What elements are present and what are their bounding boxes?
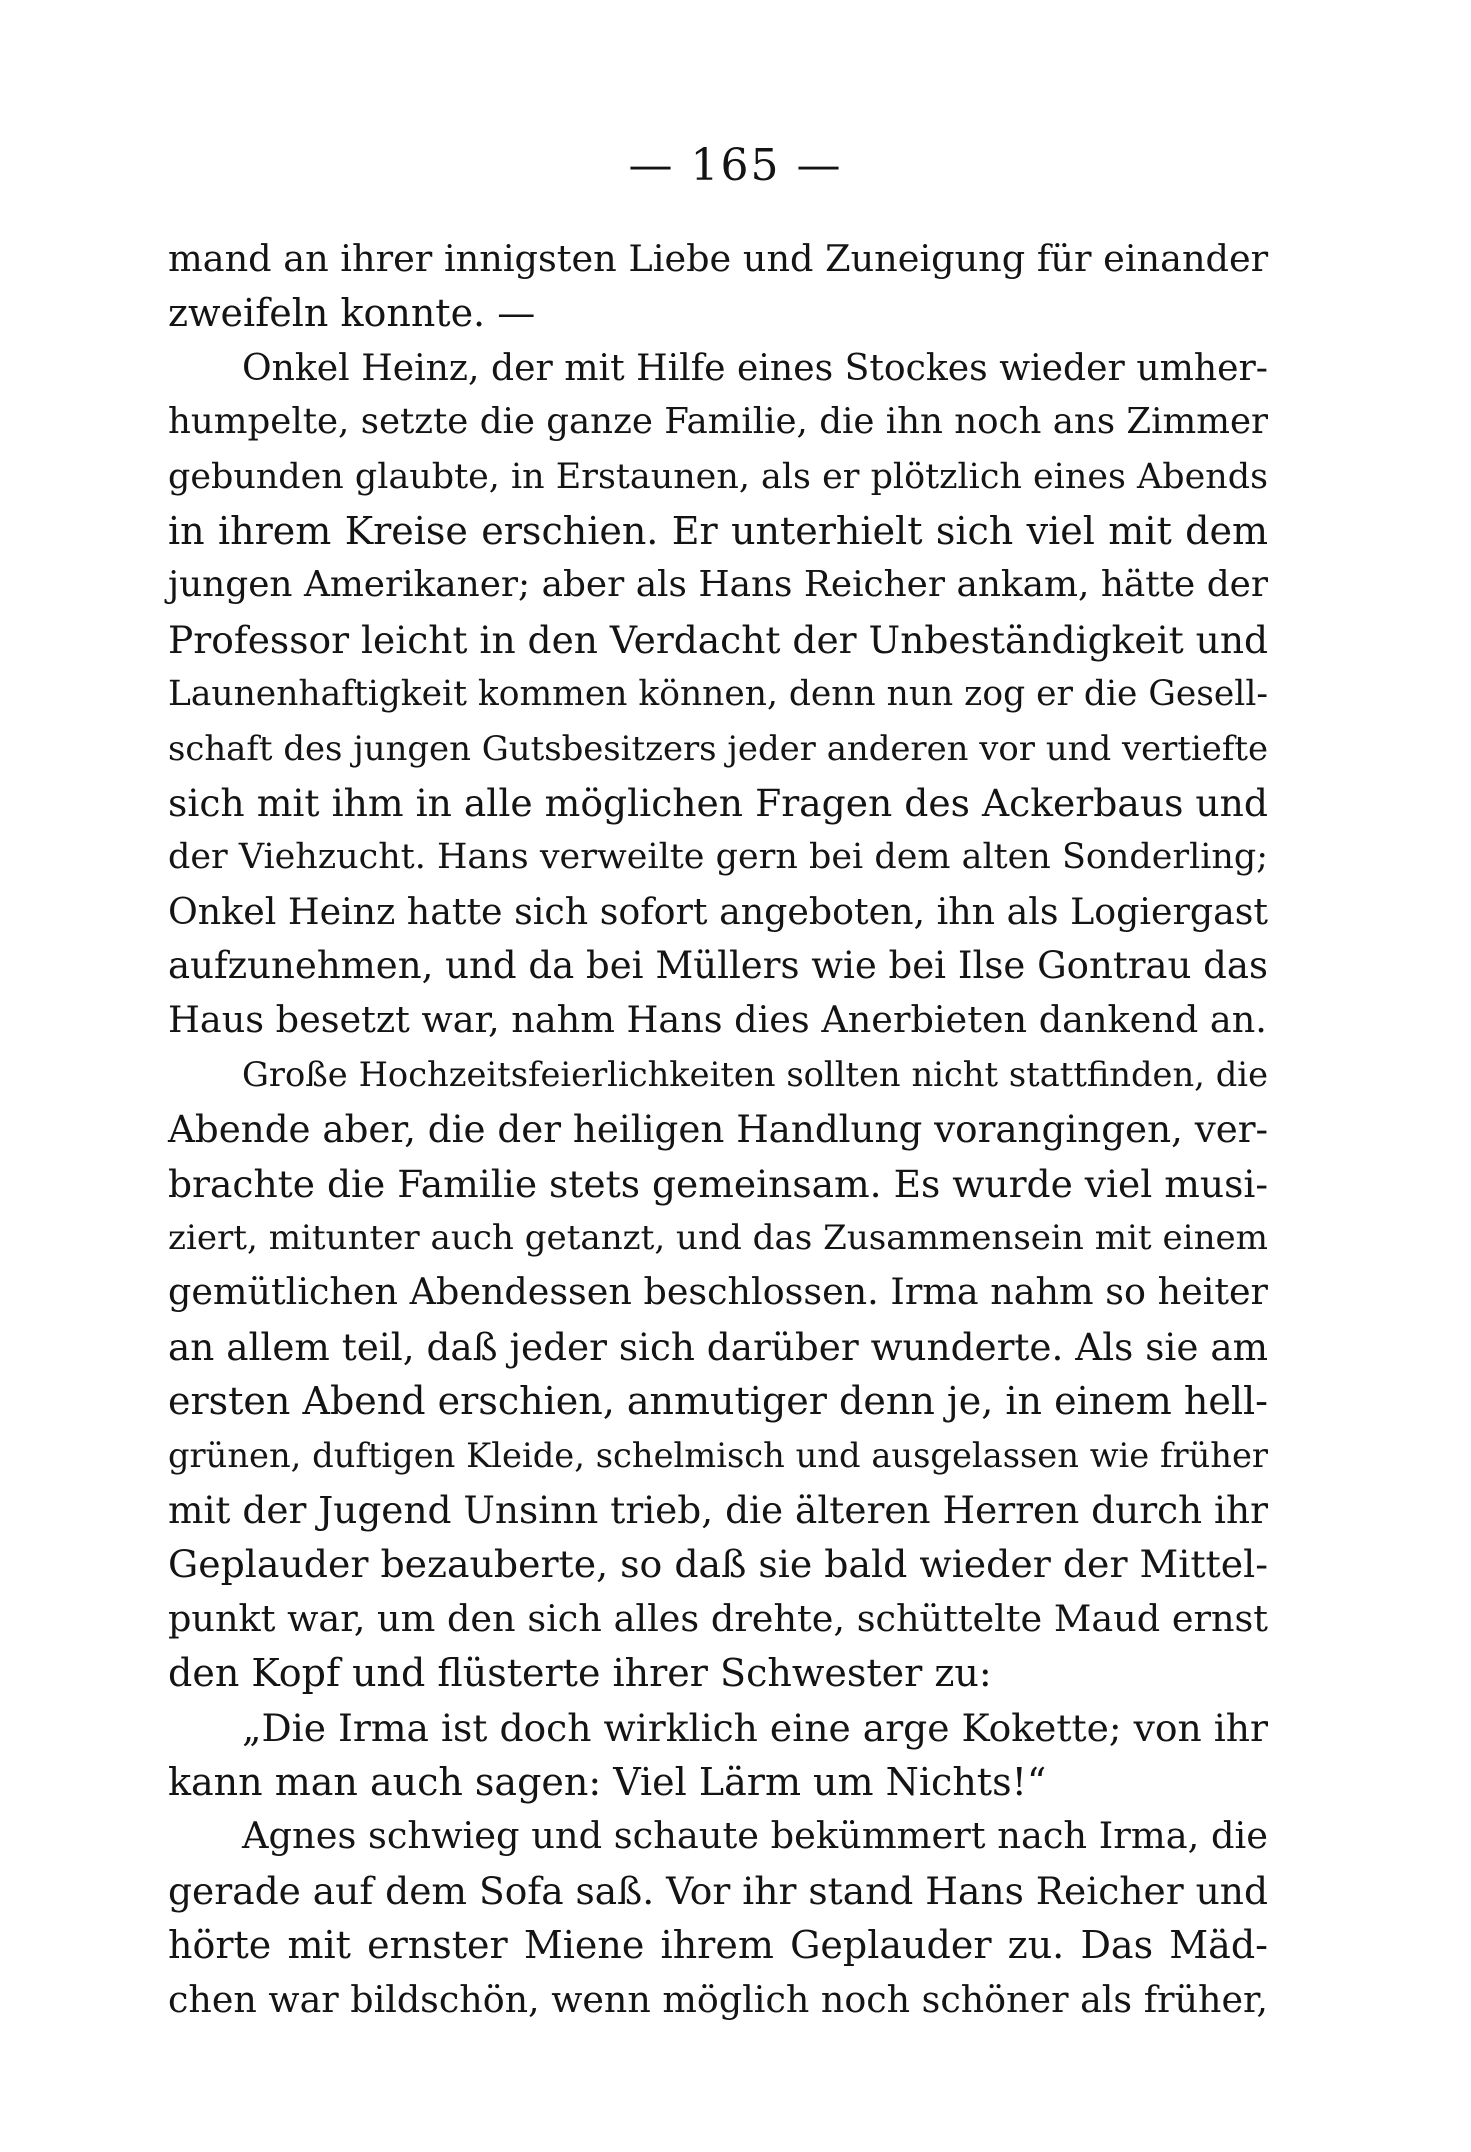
text-line: grünen, duftigen Kleide, schelmisch und ausgelassen wie früher	[168, 1435, 1268, 1475]
text-line: der Viehzucht. Hans verweilte gern bei dem alten Sonderling;	[168, 837, 1268, 878]
page-number: — 165 —	[628, 140, 843, 191]
text-line: schaft des jungen Gutsbesitzers jeder anderen vor und vertiefte	[168, 728, 1268, 768]
text-line: mit der Jugend Unsinn trieb, die älteren Herren durch ihr	[168, 1487, 1268, 1532]
text-line: gebunden glaubte, in Erstaunen, als er plötzlich eines Abends	[168, 456, 1268, 497]
text-line: Launenhaftigkeit kommen können, denn nun zog er die Gesell-	[168, 674, 1268, 715]
body-text	[168, 232, 1268, 2027]
text-line: aufzunehmen, und da bei Müllers wie bei Ilse Gontrau das	[168, 944, 1268, 988]
text-line: an allem teil, daß jeder sich darüber wunderte. Als sie am	[168, 1324, 1268, 1369]
text-line: Abende aber, die der heiligen Handlung vorangingen, ver-	[168, 1107, 1269, 1152]
text-line: sich mit ihm in alle möglichen Fragen des Ackerbaus und	[168, 780, 1268, 825]
text-line: Professor leicht in den Verdacht der Unbeständigkeit und	[168, 617, 1269, 662]
text-line: „Die Irma ist doch wirklich eine arge Kokette; von ihr	[242, 1705, 1268, 1750]
text-line: mand an ihrer innigsten Liebe und Zuneigung für einander	[168, 237, 1269, 280]
text-line: brachte die Familie stets gemeinsam. Es wurde viel musi-	[168, 1161, 1269, 1206]
text-line: in ihrem Kreise erschien. Er unterhielt sich viel mit dem	[168, 508, 1268, 553]
text-line: humpelte, setzte die ganze Familie, die ihn noch ans Zimmer	[168, 401, 1268, 443]
text-line: chen war bildschön, wenn möglich noch schöner als früher,	[168, 1977, 1268, 2021]
text-line: ziert, mitunter auch getanzt, und das Zusammensein mit einem	[168, 1218, 1268, 1259]
text-line: den Kopf und flüsterte ihrer Schwester zu:	[168, 1651, 992, 1696]
text-line: Onkel Heinz hatte sich sofort angeboten, ihn als Logiergast	[168, 889, 1268, 933]
text-line: punkt war, um den sich alles drehte, schüttelte Maud ernst	[168, 1596, 1268, 1640]
text-line: hörte mit ernster Miene ihrem Geplauder zu. Das Mäd-	[168, 1923, 1268, 1968]
text-line: jungen Amerikaner; aber als Hans Reicher ankam, hätte der	[168, 564, 1268, 606]
text-line: Große Hochzeitsfeierlichkeiten sollten nicht stattfinden, die	[242, 1054, 1268, 1094]
text-line: gerade auf dem Sofa saß. Vor ihr stand Hans Reicher und	[168, 1868, 1268, 1913]
text-line: ersten Abend erschien, anmutiger denn je, in einem hell-	[168, 1379, 1268, 1424]
text-line: kann man auch sagen: Viel Lärm um Nichts!“	[168, 1759, 1047, 1804]
text-line: gemütlichen Abendessen beschlossen. Irma nahm so heiter	[168, 1270, 1268, 1314]
text-line: Agnes schwieg und schaute bekümmert nach Irma, die	[242, 1814, 1268, 1858]
text-line: zweifeln konnte. —	[168, 291, 536, 336]
text-line: Geplauder bezauberte, so daß sie bald wieder der Mittel-	[168, 1542, 1268, 1587]
text-line: Haus besetzt war, nahm Hans dies Anerbieten dankend an.	[168, 998, 1267, 1042]
text-line: Onkel Heinz, der mit Hilfe eines Stockes wieder umher-	[242, 345, 1268, 389]
